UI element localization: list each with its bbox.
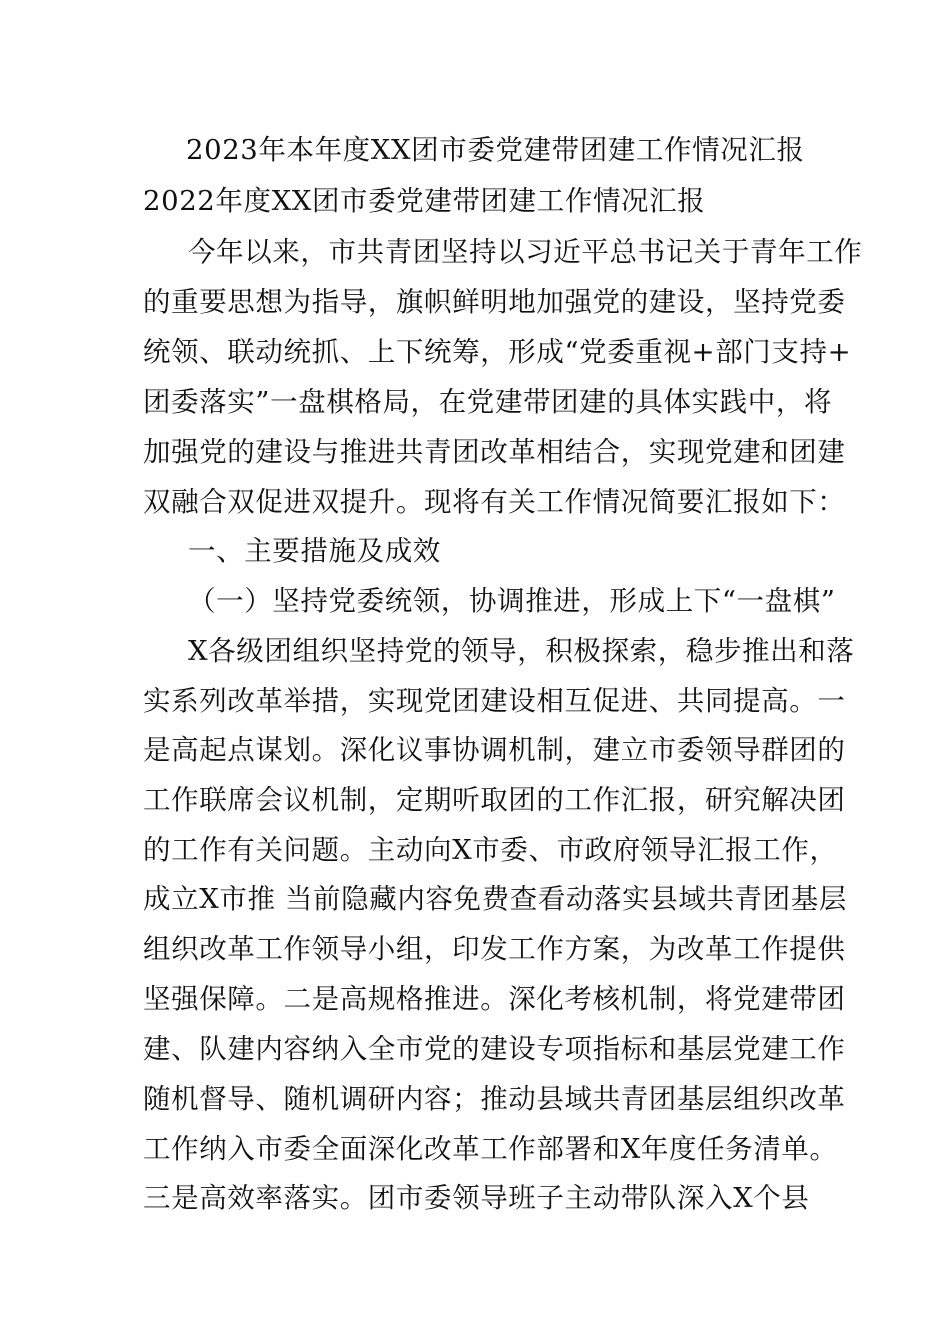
- subsection-heading: （一）坚持党委统领，协调推进，形成上下“一盘棋”: [188, 585, 836, 617]
- paragraph-line: 今年以来，市共青团坚持以习近平总书记关于青年工作: [188, 236, 863, 268]
- paragraph-line: 坚强保障。二是高规格推进。深化考核机制，将党建带团: [143, 983, 846, 1015]
- paragraph-line: 工作联席会议机制，定期听取团的工作汇报，研究解决团: [143, 784, 846, 816]
- paragraph-line: 的重要思想为指导，旗帜鲜明地加强党的建设，坚持党委: [143, 286, 846, 318]
- paragraph-line: 成立X市推 当前隐藏内容免费查看动落实县域共青团基层: [143, 883, 847, 915]
- paragraph-line: X各级团组织坚持党的领导，积极探索，稳步推出和落: [188, 635, 855, 667]
- document-title-line-1: 2023年本年度XX团市委党建带团建工作情况汇报: [186, 134, 805, 166]
- paragraph-line: 工作纳入市委全面深化改革工作部署和X年度任务清单。: [143, 1133, 838, 1165]
- paragraph-line: 双融合双促进双提升。现将有关工作情况简要汇报如下：: [143, 486, 846, 518]
- paragraph-line: 团委落实”一盘棋格局，在党建带团建的具体实践中，将: [143, 386, 833, 418]
- paragraph-line: 三是高效率落实。团市委领导班子主动带队深入X个县: [143, 1182, 810, 1214]
- section-heading: 一、主要措施及成效: [188, 535, 441, 567]
- paragraph-line: 加强党的建设与推进共青团改革相结合，实现党建和团建: [143, 436, 846, 468]
- paragraph-line: 的工作有关问题。主动向X市委、市政府领导汇报工作，: [143, 834, 838, 866]
- paragraph-line: 是高起点谋划。深化议事协调机制，建立市委领导群团的: [143, 734, 846, 766]
- document-title-line-2: 2022年度XX团市委党建带团建工作情况汇报: [143, 185, 706, 217]
- paragraph-line: 建、队建内容纳入全市党的建设专项指标和基层党建工作: [143, 1033, 846, 1065]
- paragraph-line: 组织改革工作领导小组，印发工作方案，为改革工作提供: [143, 933, 846, 965]
- paragraph-line: 统领、联动统抓、上下统筹，形成“党委重视+部门支持+: [143, 336, 852, 368]
- paragraph-line: 随机督导、随机调研内容；推动县域共青团基层组织改革: [143, 1083, 846, 1115]
- paragraph-line: 实系列改革举措，实现党团建设相互促进、共同提高。一: [143, 685, 846, 717]
